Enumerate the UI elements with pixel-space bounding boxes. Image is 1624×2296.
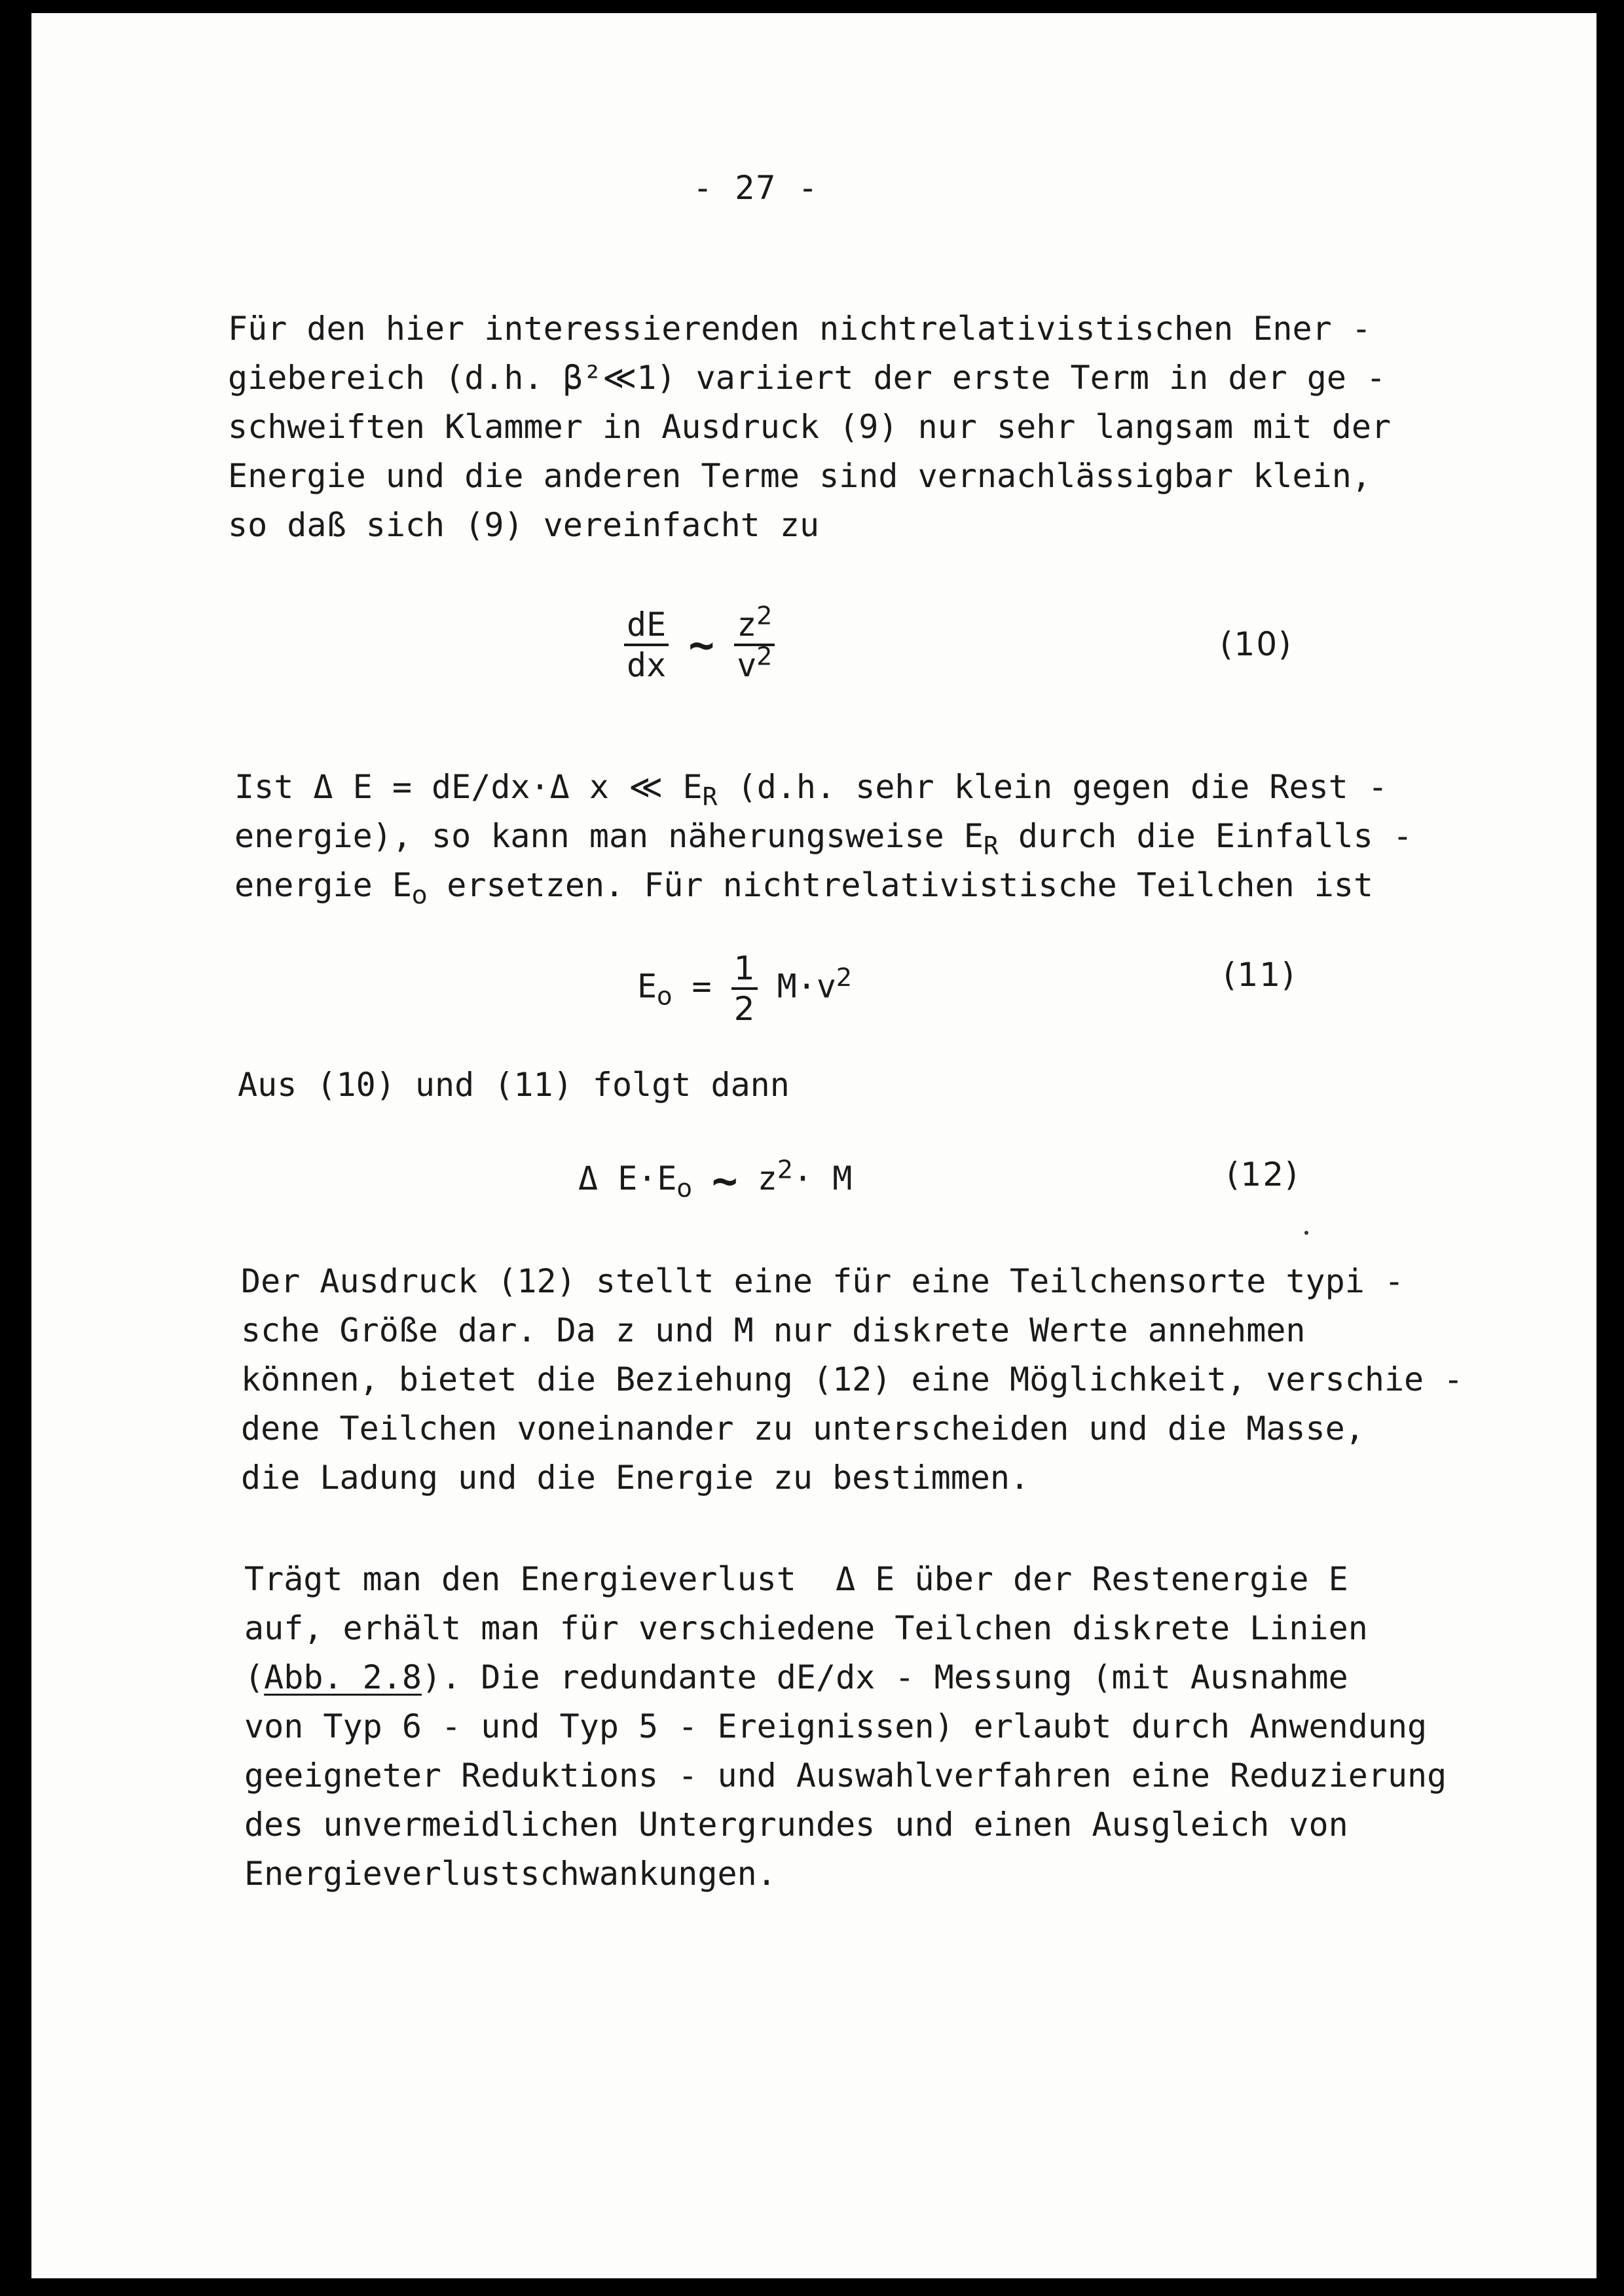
proportional-symbol: ~ [711,1156,738,1206]
text-line: (Abb. 2.8). Die redundante dE/dx - Messung (mit Ausnahme [244,1658,1348,1696]
text-line: Für den hier interessierenden nichtrelativistischen Ener - [228,310,1371,348]
text-line: können, bietet die Beziehung (12) eine Möglichkeit, verschie - [241,1360,1464,1398]
text-line: die Ladung und die Energie zu bestimmen. [241,1459,1030,1497]
text-line: giebereich (d.h. β²≪1) variiert der erste Term in der ge - [228,359,1386,397]
text-line: Trägt man den Energieverlust Δ E über der Restenergie E [244,1560,1348,1598]
text-line: energie $E_o$ ersetzen. Für nichtrelativistische Teilchen ist [234,866,1374,909]
paragraph-intro [228,304,1391,550]
text-line: Aus (10) und (11) folgt dann [238,1066,790,1104]
text-line: von Typ 6 - und Typ 5 - Ereignissen) erlaubt durch Anwendung [244,1707,1428,1745]
paragraph-aus [238,1061,790,1110]
paragraph-ausdruck [241,1257,1463,1503]
text-line: sche Größe dar. Da z und M nur diskrete Werte annehmen [241,1311,1306,1349]
equation-number-10: (10) [1220,625,1293,663]
text-line: dene Teilchen voneinander zu unterscheiden und die Masse, [241,1410,1365,1448]
paragraph-energieverlust [244,1555,1447,1899]
equation-12: Δ $E\cdot E_o$ ~ $z^2\cdot M$ [578,1155,853,1206]
equation-11: $E_o$ = $\frac{1}{2}$ $M\cdot v^2$ [637,949,853,1028]
text-line: Energie und die anderen Terme sind vernachlässigbar klein, [228,457,1371,495]
fraction-z2-v2: $\frac{z^2}{v^2}$ [734,606,775,684]
page-number: - 27 - [693,169,819,207]
equation-10 [624,601,775,684]
paragraph-delta-e [234,763,1412,910]
text-line: des unvermeidlichen Untergrundes und einen Ausgleich von [244,1806,1348,1844]
text-line: Energieverlustschwankungen. [244,1855,777,1893]
fraction-one-half: $\frac{1}{2}$ [731,949,758,1028]
text-line: Der Ausdruck (12) stellt eine für eine Teilchensorte typi - [241,1262,1405,1300]
proportional-symbol: ~ [688,619,715,670]
text-line: auf, erhält man für verschiedene Teilchen diskrete Linien [244,1609,1368,1647]
text-line: energie), so kann man näherungsweise $E_R$ durch die Einfalls - [234,817,1412,860]
text-line: schweiften Klammer in Ausdruck (9) nur sehr langsam mit der [228,408,1392,446]
document-page [31,13,1596,2278]
equation-number-12: (12) [1227,1156,1299,1194]
fraction-de-dx: $\frac{dE}{dx}$ [624,606,669,684]
equation-number-11: (11) [1223,956,1296,994]
figure-reference-link[interactable]: Abb. 2.8 [264,1658,422,1696]
text-line: geeigneter Reduktions - und Auswahlverfahren eine Reduzierung [244,1757,1447,1795]
paper-speck [1304,1231,1308,1235]
text-line: Ist Δ E = dE/dx·Δ x ≪ $E_R$ (d.h. sehr klein gegen die Rest - [234,768,1388,811]
text-line: so daß sich (9) vereinfacht zu [228,506,820,544]
